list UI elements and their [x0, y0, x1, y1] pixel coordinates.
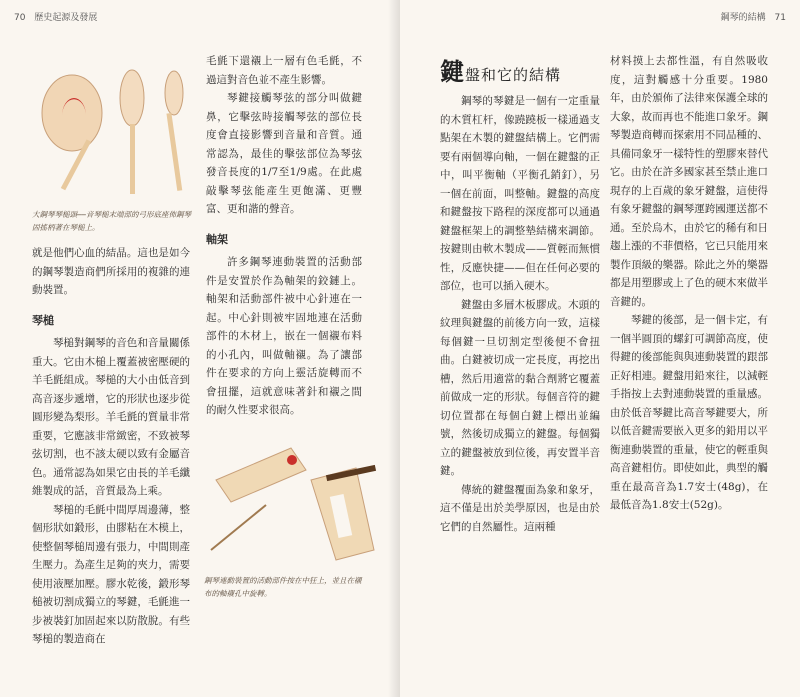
- right-page-header: [721, 10, 786, 23]
- running-head-left: 歷史起源及發展: [34, 13, 98, 23]
- keyboard-paragraph: 材料摸上去都性溫，有自然吸收度，這對觸感十分重要。1980年，由於頒佈了法律來保護全球的大象，故而再也不能進口象牙。鋼琴製造商轉而探索用不同品種的、具備同象牙一樣特性的塑膠來替代它。由於在許多國家甚至禁止進口現存的上百歲的象牙鍵盤，這使得有象牙鍵盤的鋼琴運跨國運送都不通。至於烏木，由於它的稀有和日趨上漲的不菲價格，它已只能用來製作頂級的樂器。除此之外的樂器都是用塑膠或上了色的硬木來做半音鍵的。: [610, 55, 768, 308]
- hammer-shank-2: [130, 124, 135, 194]
- hammer-felt-small: [165, 71, 183, 115]
- axle-paragraph: 許多鋼琴連動裝置的活動部件是安置於作為軸架的鉸鏈上。軸架和活動部件被中心針連在一起。中心針則被牢固地連在活動部件的木材上，嵌在一個襯布料的小孔內，叫做軸襯。為了讓部件在要求的方向上靈活旋轉而不會扭擺，這就意味著針和襯之間的耐久性要求很高。: [206, 256, 362, 416]
- title-rest: 盤和它的結構: [465, 66, 562, 84]
- page-number-left: 70: [14, 13, 26, 23]
- keyboard-paragraph: 鍵盤由多層木板膠成。木頭的紋理與鍵盤的前後方向一致，這樣每個鍵一旦切割定型後便不會扭曲。白鍵被切成一定長度，再挖出槽，然后用適當的黏合劑將它覆蓋前做成一定的形狀。每個音符的鍵切位置都在每個白鍵上標出並編號，然後切成獨立的鍵盤。每個獨立的鍵盤被放到位後，再安置半音鍵。: [440, 298, 600, 477]
- left-column-1: [32, 244, 190, 649]
- intro-paragraph: 就是他們心血的結晶。這也是如今的鋼琴製造商們所採用的複雜的連動裝置。: [32, 247, 190, 296]
- left-column-2: [206, 52, 362, 420]
- center-pin: [211, 505, 266, 550]
- running-head-right: 鋼琴的結構: [720, 13, 766, 23]
- section-heading-hammer: 琴槌: [32, 313, 54, 327]
- title-initial: 鍵: [440, 57, 465, 86]
- hammer-paragraph: 琴槌的毛氈中間厚周邊薄，整個形狀如鍛形，由膠粘在木模上，使整個琴槌周邊有張力，中間則產生壓力。為產生足夠的夾力，需要使用液壓加壓。膠水乾後，鍛形琴槌被切割成獨立的琴鍵，毛氈進一步被裝釘加固起來以防散脫。有些琴槌的製造商在: [32, 503, 190, 645]
- section-heading-axle: 軸架: [206, 232, 228, 246]
- hammer-shank-3: [166, 113, 182, 191]
- col2-paragraph: 毛氈下還襯上一層有色毛氈，不過這對音色並不產生影響。: [206, 55, 362, 86]
- page-number-right: 71: [774, 13, 786, 23]
- hammer-felt-medium: [120, 70, 144, 126]
- left-page-header: [14, 10, 97, 23]
- hammer-heads-illustration: [22, 58, 202, 208]
- keyboard-paragraph: 鋼琴的琴鍵是一個有一定重量的木質杠杆，像蹺蹺板一樣通過支點架在木製的鍵盤結構上。它們需要有兩個導向軸，一個在鍵盤的正中，叫平衡軸（平衡孔銷釘），另一個在前面，叫整軸。鍵盤的高度和鍵盤按下路程的深度都可以通過鍵盤框架上的調整墊結構來調節。按鍵則由軟木製成——質輕而無慣性，反應快捷——但在任何必要的部位，也可以插入硬木。: [440, 95, 600, 292]
- action-bushing-red: [287, 455, 297, 465]
- action-caption: 鋼琴連動裝置的活動部件按在中狂上，並且在襯布的軸襯孔中旋轉。: [204, 576, 362, 598]
- right-column-2: [610, 52, 768, 515]
- keyboard-paragraph: 傳統的鍵盤覆面為象和象牙，這不僅是出於美學原因，也是由於它們的自然屬性。這兩種: [440, 483, 600, 533]
- right-column-1: [440, 92, 600, 536]
- section-title: [440, 52, 561, 87]
- keyboard-paragraph: 琴鍵的後部，是一個卡定，有一個半圓頂的螺釘可調節高度，使得鍵的後部能與與連動裝置的跟部正好相連。鍵盤用鉛來往，以減輕手指按上去對連動裝置的重量感。由於低音琴鍵比高音琴鍵要大，所以低音鍵需要嵌入更多的鉛用以平衡連動裝置的重量，使它的輕重與高音鍵相仿。即使如此，典型的觸重在最高音為1.7安士(48g)，在最低音為1.8安士(52g)。: [610, 314, 768, 511]
- hammer-caption: 大鋼琴琴槌頭——音琴槌末端部的弓形底座佈鋼琴固搖柄著在琴槌上。: [32, 210, 192, 232]
- action-parts-illustration: [206, 440, 386, 570]
- hammer-felt-large: [42, 75, 102, 151]
- col2-paragraph: 琴鍵接觸琴弦的部分叫做鍵鼻，它擊弦時接觸琴弦的部位長度會直接影響到音量和音質。通常認為，最佳的擊弦部位為琴弦發音長度的1/7至1/9處。在此處敲擊琴弦能產生更飽滿、更豐富、更和諧的聲音。: [206, 92, 362, 215]
- hammer-paragraph: 琴槌對鋼琴的音色和音量關係重大。它由木槌上覆蓋被密壓硬的羊毛氈組成。琴槌的大小由低音到高音逐步遞增，它的形狀也逐步從圓形變為梨形。羊毛氈的質量非常重要，它應該非常緻密，不致被琴弦切割，也不該太硬以致有金屬音色。通常認為如果它由長的羊毛纖維製成的話，音質最為上乘。: [32, 337, 190, 497]
